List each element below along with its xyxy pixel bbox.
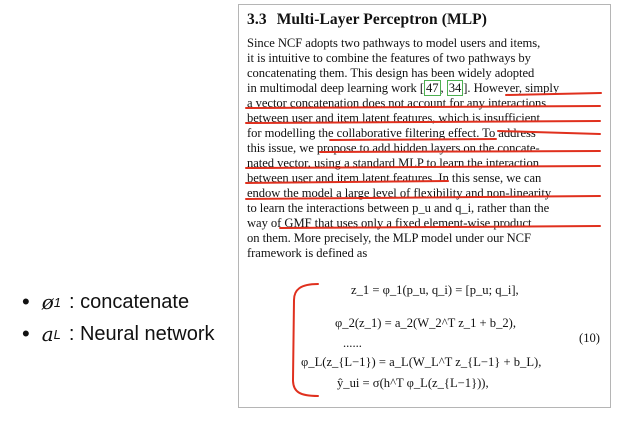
paragraph-line: this issue, we propose to add hidden layers on the concate-: [247, 141, 540, 155]
bullet-icon: •: [22, 289, 30, 314]
section-heading: [247, 11, 487, 29]
note-subscript: L: [53, 326, 61, 342]
paper-excerpt: [238, 4, 611, 408]
equation-number: (10): [579, 331, 600, 345]
paragraph-line: for modelling the collaborative filtering effect. To address: [247, 126, 536, 140]
section-title: Multi-Layer Perceptron (MLP): [276, 11, 487, 28]
paragraph-line: between user and item latent features. In this sense, we can: [247, 171, 542, 185]
paragraph-line: a vector concatenation does not account for any interactions: [247, 96, 547, 110]
note-text: : Neural network: [68, 322, 215, 345]
paragraph-line: concatenating them. This design has been widely adopted: [247, 66, 535, 80]
paragraph-line: on them. More precisely, the MLP model under our NCF: [247, 231, 531, 245]
note-symbol: a: [41, 322, 54, 346]
paragraph-line: to learn the interactions between p_u and q_i, rather than the: [247, 201, 550, 215]
paragraph-line-citation: in multimodal deep learning work [ 47 , 34 ]. However, simply: [247, 81, 560, 95]
equation-line: ......: [343, 336, 362, 350]
paragraph-line: nated vector, using a standard MLP to learn the interaction: [247, 156, 539, 170]
paragraph-line: it is intuitive to combine the features of two pathways by: [247, 51, 531, 65]
equation-line: ŷ_ui = σ(h^T φ_L(z_{L−1})),: [337, 376, 489, 390]
note-symbol: ø: [41, 290, 54, 314]
paragraph-line: way of GMF that uses only a fixed element-wise product: [247, 216, 532, 230]
equation-line: z_1 = φ_1(p_u, q_i) = [p_u; q_i],: [351, 283, 519, 297]
paragraph-line: endow the model a large level of flexibility and non-linearity: [247, 186, 552, 200]
citation-link[interactable]: 34: [448, 81, 462, 95]
note-item: [22, 286, 215, 318]
paragraph-line: framework is defined as: [247, 246, 368, 260]
bullet-icon: •: [22, 321, 30, 346]
paragraph-line: between user and item latent features, which is insufficient: [247, 111, 540, 125]
note-item: [22, 318, 215, 350]
equation-line: φ_L(z_{L−1}) = a_L(W_L^T z_{L−1} + b_L),: [301, 355, 542, 369]
section-number: 3.3: [247, 11, 267, 28]
citation-link[interactable]: 47: [426, 81, 439, 95]
note-subscript: 1: [53, 294, 61, 310]
equation-line: φ_2(z_1) = a_2(W_2^T z_1 + b_2),: [335, 316, 517, 330]
note-text: : concatenate: [68, 290, 190, 313]
paragraph-line: Since NCF adopts two pathways to model users and items,: [247, 36, 541, 50]
notes-list: [22, 286, 215, 350]
